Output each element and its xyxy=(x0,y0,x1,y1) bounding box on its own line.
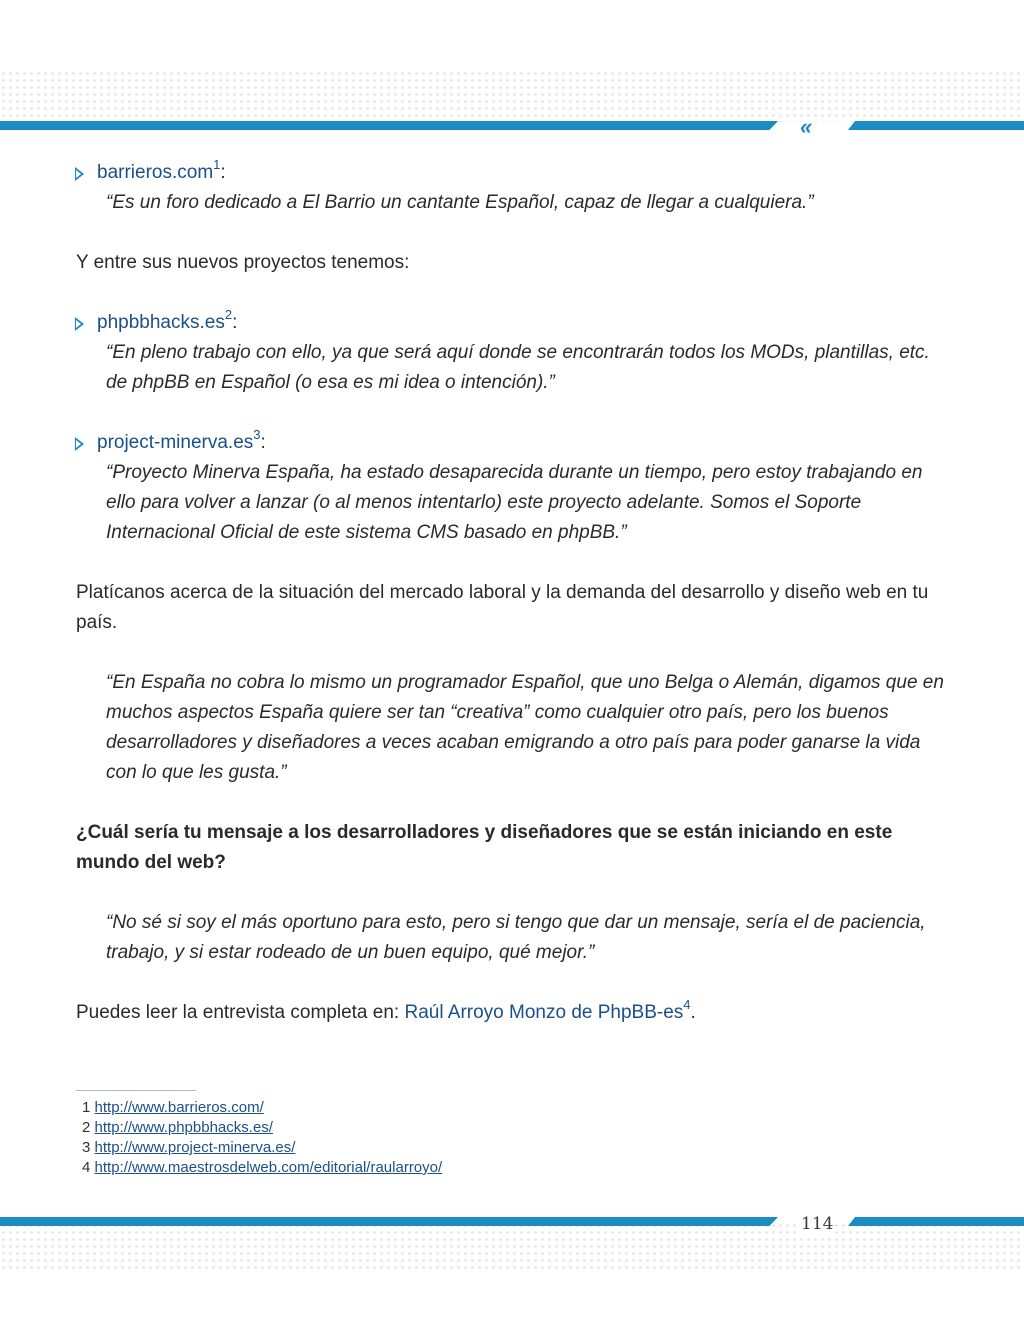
answer-message: “No sé si soy el más oportuno para esto, pero si tengo que dar un mensaje, sería el de paciencia, trabajo, y si estar rodeado de un buen equipo, qué mejor.” xyxy=(106,912,926,963)
header-pattern xyxy=(0,70,1024,122)
triangle-bullet-icon xyxy=(75,167,84,181)
footnote xyxy=(82,1158,442,1178)
list-item-project-minerva: project-$minerva.es^3$: xyxy=(76,428,954,458)
footer-bar-right xyxy=(848,1217,1024,1226)
footnote-number: 4 xyxy=(82,1159,91,1176)
footnote-ref[interactable]: 2 xyxy=(224,306,233,322)
footnote xyxy=(82,1118,442,1138)
item-quote: “En pleno trabajo con ello, ya que será aquí donde se encontrarán todos los MODs, plantillas, etc. de phpBB en Español (o esa es mi idea o intención).” xyxy=(106,342,930,393)
footer-bar-left xyxy=(0,1217,778,1226)
double-chevron-left-icon: « xyxy=(800,114,807,139)
footnote-number: 1 xyxy=(82,1099,91,1116)
footnote-ref[interactable]: 4 xyxy=(683,996,691,1012)
page-number: 114 xyxy=(801,1214,834,1234)
triangle-bullet-icon xyxy=(75,437,84,451)
footnote-link[interactable]: http://www.barrieros.com/ xyxy=(94,1099,264,1116)
triangle-bullet-icon xyxy=(75,317,84,331)
question-market: Platícanos acerca de la situación del mercado laboral y la demanda del desarrollo y diseño web en tu país. xyxy=(76,582,929,633)
list-item-phpbbhacks: $phpbbhacks.es^2$: xyxy=(76,308,954,338)
item-name[interactable]: barrieros.com xyxy=(97,162,214,183)
footnote-ref[interactable]: 3 xyxy=(253,426,261,442)
footnote xyxy=(82,1098,442,1118)
interview-link[interactable]: Raúl Arroyo Monzo de PhpBB-es xyxy=(404,1002,684,1023)
footnote-number: 3 xyxy=(82,1139,91,1156)
page-content xyxy=(76,158,954,1028)
list-item-barrieros: barrieros.com$^1$: xyxy=(76,158,954,188)
question-message: ¿Cuál sería tu mensaje a los desarrolladores y diseñadores que se están iniciando en este mundo del web? xyxy=(76,822,893,873)
item-quote: “Proyecto Minerva España, ha estado desaparecida durante un tiempo, pero estoy trabajando en ello para volver a lanzar (o al menos intentarlo) este proyecto adelante. Somos el Soporte Internacional Oficial de este sistema CMS basado en phpBB.” xyxy=(106,462,923,543)
item-quote: “Es un foro dedicado a El Barrio un cantante Español, capaz de llegar a cualquiera.” xyxy=(106,192,814,213)
footnote xyxy=(82,1138,442,1158)
footnote-ref[interactable]: 1 xyxy=(213,156,221,172)
footer-pattern xyxy=(0,1222,1024,1272)
header-bar-right xyxy=(848,121,1024,130)
footnote-divider xyxy=(76,1090,196,1091)
footnote-number: 2 xyxy=(82,1119,91,1136)
answer-market: “En España no cobra lo mismo un programador Español, que uno Belga o Alemán, digamos que en muchos aspectos España quiere ser tan “creativa” como cualquier otro país, pero los buenos desarrolladores y diseñadores a veces acaban emigrando a otro país para poder ganarse la vida con lo que les gusta.” xyxy=(106,672,944,783)
footnote-link[interactable]: http://www.phpbbhacks.es/ xyxy=(94,1119,273,1136)
closing-suffix: . xyxy=(690,1002,696,1023)
intro-projects: Y entre sus nuevos proyectos tenemos: xyxy=(76,252,410,273)
item-name[interactable]: project-minerva.es xyxy=(97,432,254,453)
footnote-link[interactable]: http://www.maestrosdelweb.com/editorial/raularroyo/ xyxy=(94,1159,443,1176)
footnote-link[interactable]: http://www.project-minerva.es/ xyxy=(94,1139,296,1156)
footnotes xyxy=(82,1098,442,1178)
closing-prefix: Puedes leer la entrevista completa en: xyxy=(76,1002,405,1023)
closing-line xyxy=(76,998,954,1028)
item-name[interactable]: phpbbhacks.es xyxy=(97,312,225,333)
header-bar-left xyxy=(0,121,778,130)
